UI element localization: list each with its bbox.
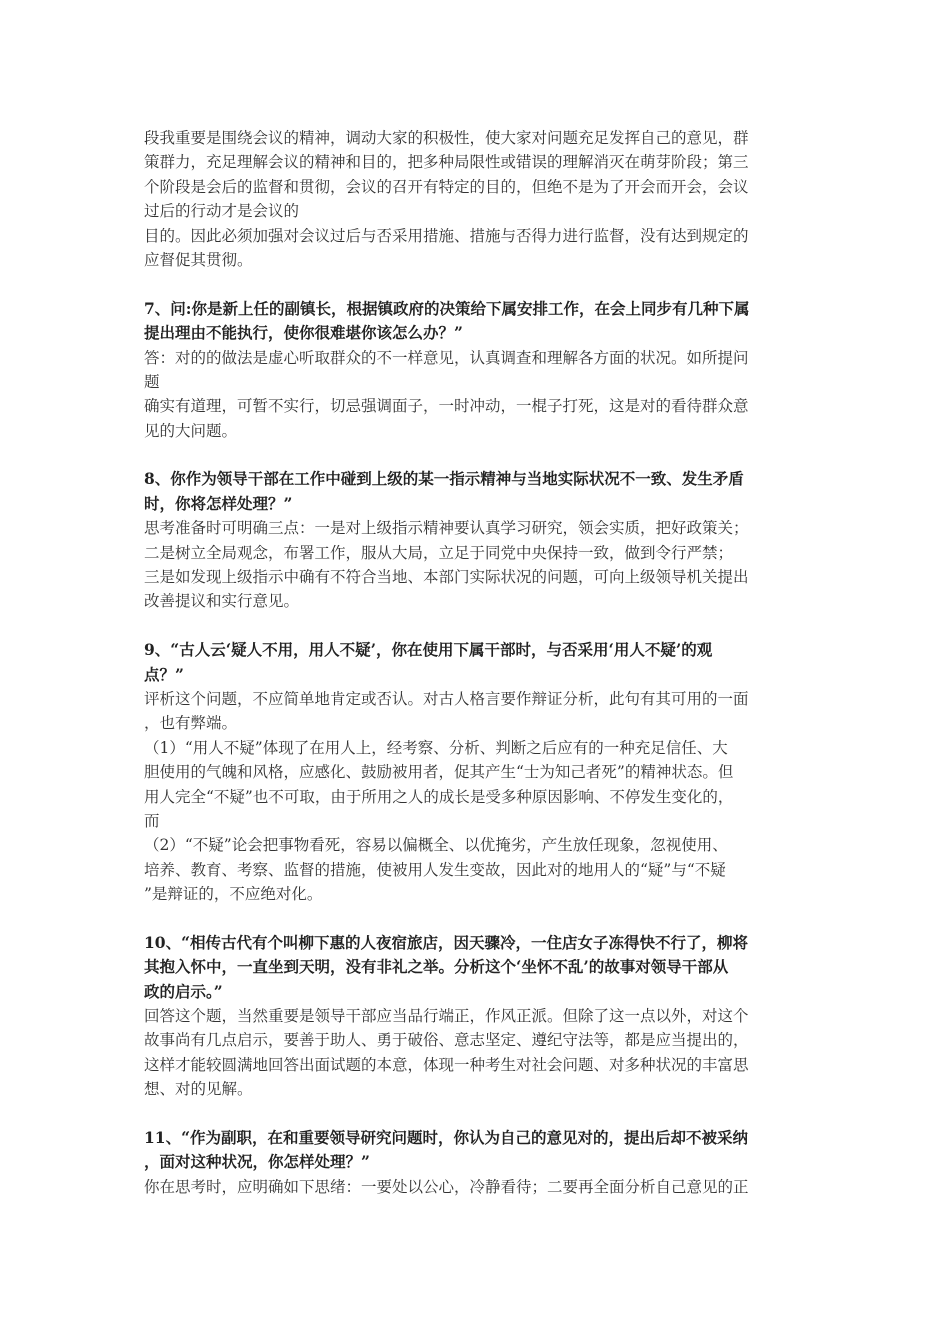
- text-line: 过后的行动才是会议的: [144, 202, 300, 221]
- answer-line: 答：对的的做法是虚心听取群众的不一样意见，认真调查和理解各方面的状况。如所提问: [144, 348, 749, 367]
- question-line: ，面对这种状况，你怎样处理？”: [144, 1152, 370, 1172]
- paragraph-spacer: [144, 614, 808, 638]
- text-line: 策群力，充足理解会议的精神和目的，把多种局限性或错误的理解消灭在萌芽阶段；第三: [144, 153, 749, 172]
- answer-line: 培养、教育、考察、监督的措施，使被用人发生变故，因此对的地用人的“疑”与“不疑: [144, 860, 726, 879]
- qa-section-10: [144, 931, 808, 1102]
- qa-section-7: [144, 297, 808, 443]
- question-heading: [144, 297, 808, 346]
- question-line: 10、“相传古代有个叫柳下惠的人夜宿旅店，因天骤冷，一住店女子冻得快不行了，柳将: [144, 932, 748, 952]
- answer-line: 想、对的见解。: [144, 1080, 253, 1099]
- answer-line: 二是树立全局观念，布署工作，服从大局，立足于同党中央保持一致，做到令行严禁；: [144, 543, 734, 562]
- paragraph-spacer: [144, 272, 808, 296]
- question-line: 11、“作为副职，在和重要领导研究问题时，你认为自己的意见对的，提出后却不被采纳: [144, 1128, 748, 1148]
- intro-paragraph: [144, 126, 808, 272]
- question-line: 时，你将怎样处理？”: [144, 493, 293, 513]
- answer-line: （1）“用人不疑”体现了在用人上，经考察、分析、判断之后应有的一种充足信任、大: [144, 738, 728, 757]
- document-page: [144, 126, 808, 1199]
- answer-paragraph: [144, 1175, 808, 1199]
- question-heading: [144, 931, 808, 1004]
- question-line: 9、“古人云‘疑人不用，用人不疑’，你在使用下属干部时，与否采用‘用人不疑’的观: [144, 640, 713, 660]
- answer-line: 评析这个问题，不应简单地肯定或否认。对古人格言要作辩证分析，此句有其可用的一面: [144, 689, 749, 708]
- paragraph-spacer: [144, 1102, 808, 1126]
- answer-line: 见的大问题。: [144, 421, 238, 440]
- answer-line: 确实有道理，可暂不实行，切忌强调面子，一时冲动，一棍子打死，这是对的看待群众意: [144, 397, 749, 416]
- answer-line: 胆使用的气魄和风格，应感化、鼓励被用者，促其产生“士为知己者死”的精神状态。但: [144, 763, 734, 782]
- question-heading: [144, 1126, 808, 1175]
- answer-line: 而: [144, 811, 160, 830]
- answer-paragraph: [144, 687, 808, 907]
- answer-line: 这样才能较圆满地回答出面试题的本意，体现一种考生对社会问题、对多种状况的丰富思: [144, 1055, 749, 1074]
- qa-section-8: [144, 467, 808, 613]
- question-line: 7、问:你是新上任的副镇长，根据镇政府的决策给下属安排工作，在会上同步有几种下属: [144, 298, 750, 318]
- answer-paragraph: [144, 346, 808, 444]
- answer-line: （2）“不疑”论会把事物看死，容易以偏概全、以优掩劣，产生放任现象，忽视使用、: [144, 836, 728, 855]
- paragraph-spacer: [144, 907, 808, 931]
- text-line: 应督促其贯彻。: [144, 250, 253, 269]
- question-heading: [144, 638, 808, 687]
- answer-line: 题: [144, 372, 160, 391]
- answer-paragraph: [144, 1004, 808, 1102]
- paragraph-spacer: [144, 443, 808, 467]
- answer-line: 故事尚有几点启示，要善于助人、勇于破俗、意志坚定、遵纪守法等，都是应当提出的，: [144, 1031, 749, 1050]
- answer-paragraph: [144, 516, 808, 614]
- text-line: 个阶段是会后的监督和贯彻，会议的召开有特定的目的，但绝不是为了开会而开会，会议: [144, 177, 749, 196]
- question-line: 政的启示。”: [144, 981, 223, 1001]
- answer-line: 思考准备时可明确三点：一是对上级指示精神要认真学习研究，领会实质，把好政策关；: [144, 519, 749, 538]
- answer-line: 三是如发现上级指示中确有不符合当地、本部门实际状况的问题，可向上级领导机关提出: [144, 568, 749, 587]
- text-line: 目的。因此必须加强对会议过后与否采用措施、措施与否得力进行监督，没有达到规定的: [144, 226, 749, 245]
- qa-section-11: [144, 1126, 808, 1199]
- answer-line: 改善提议和实行意见。: [144, 592, 300, 611]
- answer-line: 回答这个题，当然重要是领导干部应当品行端正，作风正派。但除了这一点以外，对这个: [144, 1007, 749, 1026]
- question-line: 其抱入怀中，一直坐到天明，没有非礼之举。分析这个‘坐怀不乱’的故事对领导干部从: [144, 957, 729, 977]
- question-line: 提出理由不能执行，使你很难堪你该怎么办？”: [144, 323, 463, 343]
- qa-section-9: [144, 638, 808, 906]
- answer-line: ”是辩证的，不应绝对化。: [144, 885, 323, 904]
- text-line: 段我重要是围绕会议的精神，调动大家的积极性，使大家对问题充足发挥自己的意见，群: [144, 129, 749, 147]
- answer-line: ，也有弊端。: [144, 714, 238, 733]
- question-line: 点？”: [144, 664, 184, 684]
- answer-line: 用人完全“不疑”也不可取，由于所用之人的成长是受多种原因影响、不停发生变化的，: [144, 787, 734, 806]
- question-line: 8、你作为领导干部在工作中碰到上级的某一指示精神与当地实际状况不一致、发生矛盾: [144, 469, 744, 489]
- question-heading: [144, 467, 808, 516]
- answer-line: 你在思考时，应明确如下思绪：一要处以公心，冷静看待；二要再全面分析自己意见的正: [144, 1177, 749, 1196]
